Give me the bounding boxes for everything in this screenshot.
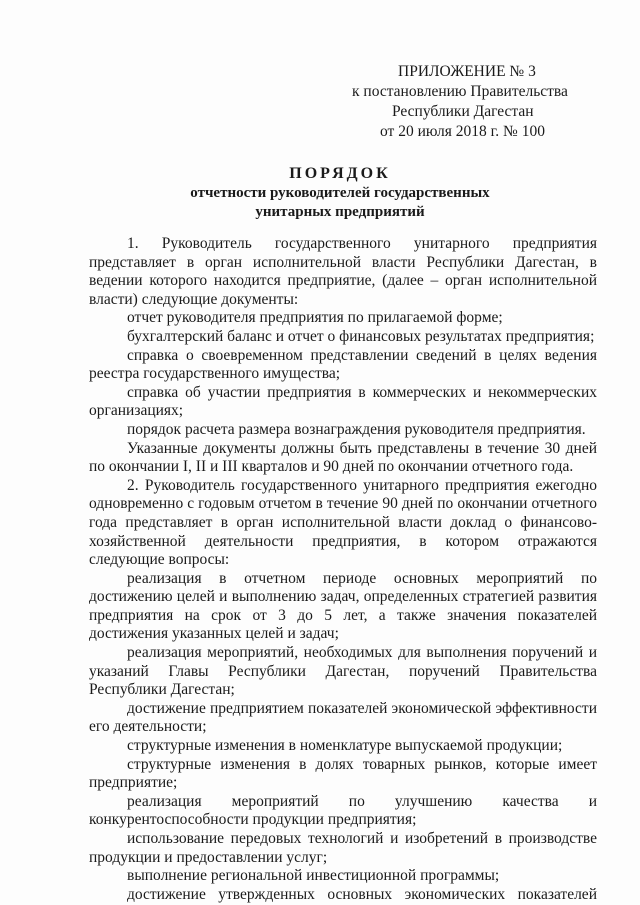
document-subtitle-line2: унитарных предприятий [255, 204, 425, 220]
paragraph-item-1: 1. Руководитель государственного унитарного предприятия представляет в орган исполнительной власти Республики Дагестан, в ведении которого находится предприятие, (далее – орган исполнительной власти) следующие документы: [89, 235, 597, 308]
appendix-decree: к постановлению Правительства [352, 83, 568, 100]
paragraph-participation-certificate: справка об участии предприятия в коммерческих и некоммерческих организациях; [89, 383, 597, 420]
paragraph-report-form: отчет руководителя предприятия по прилагаемой форме; [127, 309, 503, 327]
document-body [89, 235, 597, 904]
paragraph-efficiency: достижение предприятием показателей экономической эффективности его деятельности; [89, 699, 597, 736]
paragraph-nomenclature: структурные изменения в номенклатуре выпускаемой продукции; [127, 737, 563, 755]
paragraph-indicators: достижение утвержденных основных экономических показателей [127, 885, 597, 903]
paragraph-balance-sheet: бухгалтерский баланс и отчет о финансовых результатах предприятия; [127, 327, 595, 345]
appendix-header [352, 62, 602, 142]
paragraph-technologies: использование передовых технологий и изобретений в производстве продукции и предоставлении услуг; [89, 830, 597, 866]
paragraph-strategy: реализация в отчетном периоде основных мероприятий по достижению целей и выполнению задач, определенных стратегией развития предприятия на срок от 3 до 5 лет, а также значения показателей достижения указанных целей и задач; [89, 569, 597, 643]
paragraph-deadlines: Указанные документы должны быть представлены в течение 30 дней по окончании I, II и III кварталов и 90 дней по окончании отчетного года. [89, 439, 597, 476]
document-subtitle-line1: отчетности руководителей государственных [190, 185, 490, 201]
appendix-republic: Республики Дагестан [392, 103, 534, 120]
paragraph-quality: реализация мероприятий по улучшению качества и конкурентоспособности продукции предприятия; [89, 792, 597, 829]
paragraph-item-2: 2. Руководитель государственного унитарного предприятия ежегодно одновременно с годовым отчетом в течение 90 дней по окончании отчетного года представляет в орган исполнительной власти доклад о финансово-хозяйственной деятельности предприятия, в котором отражаются следующие вопросы: [89, 476, 597, 569]
paragraph-remuneration: порядок расчета размера вознаграждения руководителя предприятия. [127, 420, 586, 438]
paragraph-registry-certificate: справка о своевременном представлении сведений в целях ведения реестра государственного имущества; [89, 346, 597, 383]
paragraph-instructions: реализация мероприятий, необходимых для выполнения поручений и указаний Главы Республики Дагестан, поручений Правительства Республики Дагестан; [89, 644, 597, 699]
document-title: ПОРЯДОК [289, 165, 391, 182]
appendix-number: ПРИЛОЖЕНИЕ № 3 [398, 63, 536, 80]
appendix-date: от 20 июля 2018 г. № 100 [380, 123, 545, 140]
paragraph-investment: выполнение региональной инвестиционной программы; [127, 867, 500, 885]
paragraph-market-shares: структурные изменения в долях товарных рынков, которые имеет предприятие; [89, 755, 597, 792]
